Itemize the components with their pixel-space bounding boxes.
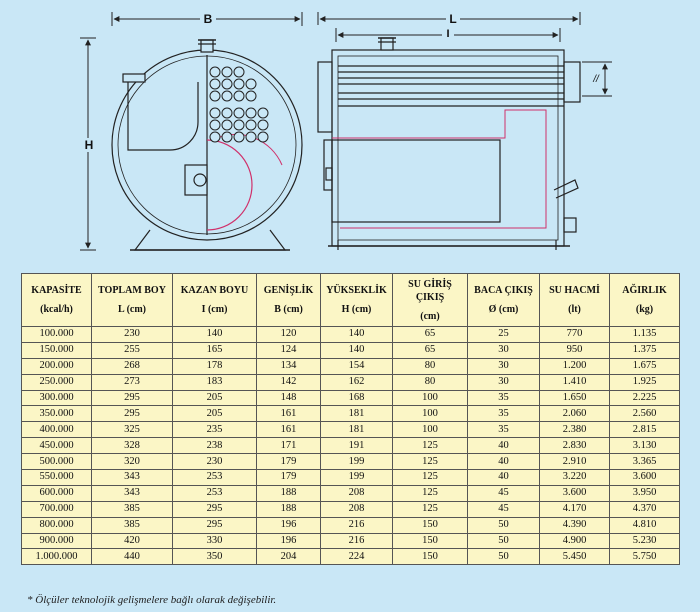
cell-water-volume: 770 — [540, 327, 610, 343]
cell-weight: 2.815 — [610, 422, 680, 438]
cell-chimney-outlet: 45 — [468, 501, 540, 517]
dimension-chimney-label: // — [593, 74, 599, 85]
footnote: * Ölçüler teknolojik gelişmelere bağlı olarak değişebilir. — [27, 594, 277, 606]
cell-height: 199 — [321, 454, 393, 470]
cell-chimney-outlet: 30 — [468, 342, 540, 358]
dimension-l-label: L — [449, 12, 457, 26]
cell-height: 208 — [321, 501, 393, 517]
cell-capacity: 1.000.000 — [22, 549, 92, 565]
cell-height: 216 — [321, 533, 393, 549]
cell-width: 188 — [257, 501, 321, 517]
header-water-inlet-outlet — [393, 274, 468, 327]
header-unit: (kcal/h) — [40, 304, 73, 315]
table-row — [22, 422, 680, 438]
table-row — [22, 549, 680, 565]
cell-water-inlet-outlet: 80 — [393, 374, 468, 390]
cell-water-volume: 1.410 — [540, 374, 610, 390]
header-unit: Ø (cm) — [488, 304, 519, 315]
cell-weight: 4.370 — [610, 501, 680, 517]
cell-weight: 3.365 — [610, 454, 680, 470]
front-view-tubes — [210, 67, 268, 142]
cell-weight: 2.560 — [610, 406, 680, 422]
cell-water-inlet-outlet: 125 — [393, 470, 468, 486]
cell-water-volume: 4.390 — [540, 517, 610, 533]
header-unit: I (cm) — [201, 304, 228, 315]
cell-boiler-length: 295 — [173, 501, 257, 517]
cell-chimney-outlet: 30 — [468, 358, 540, 374]
cell-chimney-outlet: 45 — [468, 485, 540, 501]
cell-water-volume: 1.650 — [540, 390, 610, 406]
header-height — [321, 274, 393, 327]
cell-width: 142 — [257, 374, 321, 390]
cell-weight: 3.130 — [610, 438, 680, 454]
dimension-h-label: H — [84, 138, 94, 152]
header-title: KAPASİTE — [31, 285, 82, 296]
cell-total-length: 385 — [92, 517, 173, 533]
header-unit: (kg) — [635, 304, 654, 315]
cell-total-length: 273 — [92, 374, 173, 390]
table-row — [22, 517, 680, 533]
cell-boiler-length: 330 — [173, 533, 257, 549]
cell-water-inlet-outlet: 100 — [393, 406, 468, 422]
cell-water-volume: 3.220 — [540, 470, 610, 486]
header-unit: H (cm) — [341, 304, 372, 315]
cell-boiler-length: 230 — [173, 454, 257, 470]
cell-water-volume: 2.060 — [540, 406, 610, 422]
header-unit: (lt) — [568, 304, 581, 315]
cell-capacity: 450.000 — [22, 438, 92, 454]
cell-height: 181 — [321, 406, 393, 422]
cell-weight: 4.810 — [610, 517, 680, 533]
cell-capacity: 200.000 — [22, 358, 92, 374]
specification-table — [21, 273, 680, 565]
header-boiler-length — [173, 274, 257, 327]
cell-water-volume: 1.200 — [540, 358, 610, 374]
header-total-length — [92, 274, 173, 327]
cell-water-inlet-outlet: 100 — [393, 390, 468, 406]
cell-width: 161 — [257, 406, 321, 422]
cell-total-length: 268 — [92, 358, 173, 374]
cell-water-volume: 2.830 — [540, 438, 610, 454]
cell-capacity: 500.000 — [22, 454, 92, 470]
cell-chimney-outlet: 50 — [468, 549, 540, 565]
cell-height: 181 — [321, 422, 393, 438]
cell-water-volume: 4.170 — [540, 501, 610, 517]
dimension-b-label: B — [203, 12, 213, 26]
cell-boiler-length: 178 — [173, 358, 257, 374]
dimension-i-label: I — [446, 28, 450, 40]
cell-chimney-outlet: 25 — [468, 327, 540, 343]
cell-weight: 2.225 — [610, 390, 680, 406]
header-title: YÜKSEKLİK — [326, 285, 387, 296]
table-header-row — [22, 274, 680, 327]
cell-height: 191 — [321, 438, 393, 454]
header-title: SU HACMİ — [549, 285, 600, 296]
cell-water-inlet-outlet: 100 — [393, 422, 468, 438]
header-title: GENİŞLİK — [263, 285, 314, 296]
cell-capacity: 700.000 — [22, 501, 92, 517]
cell-boiler-length: 183 — [173, 374, 257, 390]
cell-width: 161 — [257, 422, 321, 438]
cell-boiler-length: 140 — [173, 327, 257, 343]
cell-weight: 3.600 — [610, 470, 680, 486]
cell-capacity: 600.000 — [22, 485, 92, 501]
cell-chimney-outlet: 40 — [468, 470, 540, 486]
cell-capacity: 900.000 — [22, 533, 92, 549]
cell-water-inlet-outlet: 80 — [393, 358, 468, 374]
cell-chimney-outlet: 35 — [468, 422, 540, 438]
cell-height: 168 — [321, 390, 393, 406]
cell-capacity: 550.000 — [22, 470, 92, 486]
cell-total-length: 328 — [92, 438, 173, 454]
cell-total-length: 230 — [92, 327, 173, 343]
table-row — [22, 406, 680, 422]
cell-height: 208 — [321, 485, 393, 501]
cell-capacity: 250.000 — [22, 374, 92, 390]
cell-water-volume: 950 — [540, 342, 610, 358]
cell-total-length: 255 — [92, 342, 173, 358]
cell-total-length: 295 — [92, 406, 173, 422]
table-row — [22, 374, 680, 390]
cell-water-volume: 5.450 — [540, 549, 610, 565]
cell-width: 171 — [257, 438, 321, 454]
cell-capacity: 350.000 — [22, 406, 92, 422]
cell-width: 124 — [257, 342, 321, 358]
cell-chimney-outlet: 40 — [468, 438, 540, 454]
cell-weight: 5.750 — [610, 549, 680, 565]
header-width — [257, 274, 321, 327]
cell-height: 162 — [321, 374, 393, 390]
cell-water-volume: 2.910 — [540, 454, 610, 470]
cell-water-inlet-outlet: 150 — [393, 533, 468, 549]
cell-chimney-outlet: 35 — [468, 406, 540, 422]
header-chimney-outlet — [468, 274, 540, 327]
header-unit: B (cm) — [274, 304, 303, 315]
table-row — [22, 327, 680, 343]
header-unit: L (cm) — [117, 304, 147, 315]
header-unit: (cm) — [420, 310, 440, 322]
cell-width: 179 — [257, 454, 321, 470]
cell-width: 134 — [257, 358, 321, 374]
cell-boiler-length: 295 — [173, 517, 257, 533]
side-view-combustion-chamber — [332, 140, 500, 222]
cell-weight: 5.230 — [610, 533, 680, 549]
cell-capacity: 400.000 — [22, 422, 92, 438]
boiler-technical-drawing — [0, 0, 700, 272]
boiler-front-view — [112, 40, 302, 250]
cell-boiler-length: 165 — [173, 342, 257, 358]
header-title: TOPLAM BOY — [98, 285, 166, 296]
cell-boiler-length: 350 — [173, 549, 257, 565]
cell-chimney-outlet: 50 — [468, 533, 540, 549]
header-water-volume — [540, 274, 610, 327]
cell-capacity: 100.000 — [22, 327, 92, 343]
cell-water-volume: 3.600 — [540, 485, 610, 501]
side-view-furnace — [332, 110, 546, 228]
cell-water-volume: 4.900 — [540, 533, 610, 549]
cell-height: 140 — [321, 327, 393, 343]
cell-total-length: 295 — [92, 390, 173, 406]
cell-total-length: 320 — [92, 454, 173, 470]
cell-weight: 1.135 — [610, 327, 680, 343]
table-row — [22, 390, 680, 406]
cell-width: 179 — [257, 470, 321, 486]
cell-width: 196 — [257, 533, 321, 549]
cell-height: 216 — [321, 517, 393, 533]
cell-total-length: 343 — [92, 485, 173, 501]
cell-capacity: 800.000 — [22, 517, 92, 533]
cell-total-length: 385 — [92, 501, 173, 517]
table-row — [22, 342, 680, 358]
cell-total-length: 343 — [92, 470, 173, 486]
cell-height: 224 — [321, 549, 393, 565]
cell-weight: 1.675 — [610, 358, 680, 374]
cell-capacity: 150.000 — [22, 342, 92, 358]
cell-weight: 3.950 — [610, 485, 680, 501]
cell-width: 148 — [257, 390, 321, 406]
header-title: AĞIRLIK — [622, 285, 667, 296]
cell-water-inlet-outlet: 125 — [393, 501, 468, 517]
table-row — [22, 438, 680, 454]
cell-water-inlet-outlet: 125 — [393, 438, 468, 454]
cell-weight: 1.925 — [610, 374, 680, 390]
cell-boiler-length: 205 — [173, 390, 257, 406]
cell-total-length: 440 — [92, 549, 173, 565]
cell-chimney-outlet: 50 — [468, 517, 540, 533]
table-row — [22, 501, 680, 517]
cell-water-inlet-outlet: 125 — [393, 454, 468, 470]
cell-boiler-length: 253 — [173, 485, 257, 501]
table-body — [22, 327, 680, 565]
cell-width: 188 — [257, 485, 321, 501]
cell-water-inlet-outlet: 150 — [393, 517, 468, 533]
boiler-side-view — [318, 38, 580, 250]
header-title: KAZAN BOYU — [180, 285, 249, 296]
cell-boiler-length: 253 — [173, 470, 257, 486]
cell-chimney-outlet: 30 — [468, 374, 540, 390]
cell-boiler-length: 238 — [173, 438, 257, 454]
header-capacity — [22, 274, 92, 327]
table-row — [22, 485, 680, 501]
cell-boiler-length: 205 — [173, 406, 257, 422]
header-weight — [610, 274, 680, 327]
cell-weight: 1.375 — [610, 342, 680, 358]
header-title: SU GİRİŞ ÇIKIŞ — [408, 278, 452, 303]
table-row — [22, 358, 680, 374]
cell-total-length: 420 — [92, 533, 173, 549]
cell-width: 204 — [257, 549, 321, 565]
cell-water-volume: 2.380 — [540, 422, 610, 438]
header-title: BACA ÇIKIŞ — [474, 285, 533, 296]
cell-water-inlet-outlet: 150 — [393, 549, 468, 565]
cell-capacity: 300.000 — [22, 390, 92, 406]
table-row — [22, 470, 680, 486]
table-row — [22, 533, 680, 549]
cell-water-inlet-outlet: 65 — [393, 342, 468, 358]
cell-water-inlet-outlet: 125 — [393, 485, 468, 501]
cell-height: 199 — [321, 470, 393, 486]
cell-water-inlet-outlet: 65 — [393, 327, 468, 343]
cell-height: 140 — [321, 342, 393, 358]
cell-chimney-outlet: 35 — [468, 390, 540, 406]
table-row — [22, 454, 680, 470]
cell-width: 120 — [257, 327, 321, 343]
cell-total-length: 325 — [92, 422, 173, 438]
cell-width: 196 — [257, 517, 321, 533]
cell-height: 154 — [321, 358, 393, 374]
cell-chimney-outlet: 40 — [468, 454, 540, 470]
cell-boiler-length: 235 — [173, 422, 257, 438]
